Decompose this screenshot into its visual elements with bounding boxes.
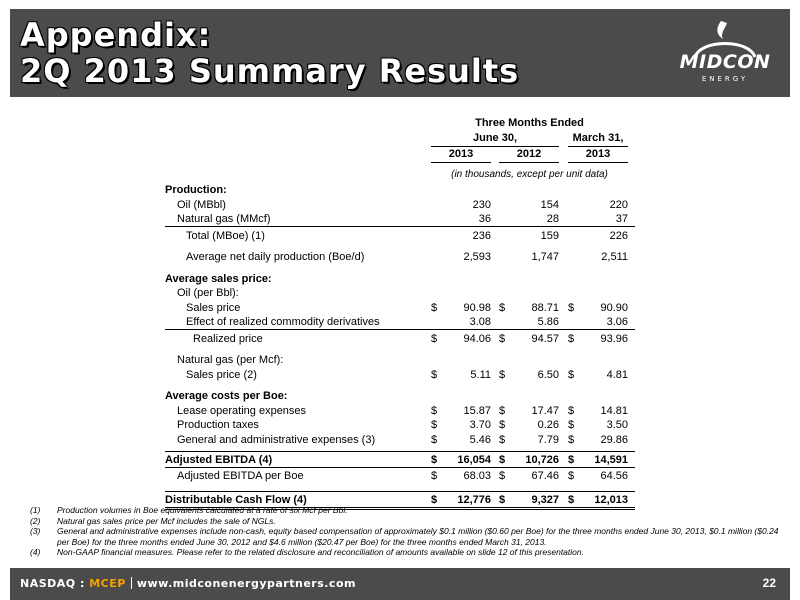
cell-value: 36 (478, 213, 491, 225)
currency-symbol: $ (431, 368, 438, 381)
slide-header (10, 9, 790, 97)
cell-value: 2,511 (601, 251, 628, 263)
costs-heading: Average costs per Boe: (165, 390, 288, 402)
units-row (165, 163, 635, 183)
cell-value: 12,013 (594, 494, 628, 506)
cell-value: 16,054 (457, 454, 491, 466)
currency-symbol: $ (568, 494, 575, 506)
year-col-1: 2013 (448, 148, 474, 160)
footnote (30, 526, 790, 547)
table-row (165, 250, 635, 265)
currency-symbol: $ (568, 368, 575, 381)
row-label: Total (MBoe) (1) (186, 229, 265, 242)
footnote-text: Non-GAAP financial measures. Please refer to the related disclosure and reconciliation of amounts available on slide 12 of this presentation. (57, 547, 584, 557)
row-label: Adjusted EBITDA per Boe (177, 470, 304, 482)
footnote-text: Natural gas sales price per Mcf includes the sale of NGLs. (57, 515, 276, 526)
cell-value: 5.11 (470, 368, 491, 381)
currency-symbol: $ (499, 454, 506, 466)
currency-symbol: $ (499, 494, 506, 506)
currency-symbol: $ (431, 494, 438, 506)
cell-value: 236 (472, 229, 491, 242)
group-march: March 31, (568, 131, 628, 147)
row-label: Distributable Cash Flow (4) (165, 494, 307, 506)
production-heading-row (165, 183, 635, 198)
cell-value: 6.50 (537, 368, 559, 381)
gas-heading-row (165, 353, 635, 368)
footnote-text: General and administrative expenses include non-cash, equity based compensation of approximately $0.1 million ($0.60 per Boe) for the three months ended June 30, 2013, $0.1 million ($0.24 per Boe) for the three months ended June 30, 2012 and $4.6 million ($20.47 per Boe) for the three months ended March 31, 2013. (57, 526, 779, 547)
year-header-row (165, 145, 635, 163)
cell-value: 90.98 (463, 301, 491, 314)
currency-symbol: $ (499, 404, 506, 417)
row-label: Sales price (186, 301, 241, 314)
oil-heading-row (165, 286, 635, 301)
cell-value: 64.56 (600, 470, 628, 482)
cell-value: 230 (472, 198, 491, 211)
cell-value: 90.90 (600, 301, 628, 314)
cell-value: 94.06 (463, 332, 491, 345)
cell-value: 3.70 (469, 419, 491, 431)
footer-divider (131, 577, 132, 589)
slide-footer (10, 568, 790, 600)
cell-value: 28 (546, 213, 559, 225)
currency-symbol: $ (499, 368, 506, 381)
footnote-text: Production volumes in Boe equivalents calculated at a rate of six Mcf per Bbl. (57, 505, 348, 515)
table-row (165, 433, 635, 448)
table-row (165, 301, 635, 316)
currency-symbol: $ (568, 332, 575, 345)
cell-value: 88.71 (531, 301, 559, 314)
currency-symbol: $ (568, 301, 575, 314)
cell-value: 68.03 (463, 470, 491, 482)
table-row (165, 451, 635, 468)
summary-table (165, 116, 635, 510)
table-row (165, 229, 635, 244)
cell-value: 14.81 (600, 404, 628, 417)
table-row (165, 315, 635, 330)
table-row (165, 198, 635, 213)
cell-value: 3.50 (606, 419, 628, 431)
cell-value: 7.79 (537, 433, 559, 446)
footnote-number: (4) (30, 547, 41, 557)
footnote-number: (1) (30, 505, 41, 515)
cell-value: 10,726 (525, 454, 559, 466)
row-label: General and administrative expenses (3) (177, 433, 376, 446)
gas-heading: Natural gas (per Mcf): (177, 354, 284, 366)
logo-subtext: ENERGY (701, 75, 749, 83)
row-label: Natural gas (MMcf) (177, 213, 271, 225)
currency-symbol: $ (431, 454, 438, 466)
footnote (30, 516, 790, 527)
website-url: www.midconenergypartners.com (136, 577, 356, 590)
cell-value: 5.86 (537, 316, 559, 328)
table-row (165, 468, 635, 485)
cell-value: 220 (609, 198, 628, 211)
year-col-2: 2012 (516, 148, 542, 160)
footnotes (30, 505, 790, 558)
currency-symbol: $ (568, 470, 575, 482)
row-label: Adjusted EBITDA (4) (165, 454, 273, 466)
cell-value: 93.96 (600, 332, 628, 345)
production-heading: Production: (165, 184, 227, 196)
units-note: (in thousands, except per unit data) (451, 169, 608, 180)
logo-wordmark: MIDCON (679, 51, 771, 73)
cell-value: 1,747 (531, 251, 559, 263)
footnote (30, 547, 790, 558)
currency-symbol: $ (568, 454, 575, 466)
row-label: Oil (MBbl) (177, 198, 226, 211)
cell-value: 0.26 (537, 419, 559, 431)
footnote-number: (3) (30, 526, 41, 536)
currency-symbol: $ (499, 419, 506, 431)
cell-value: 37 (615, 213, 628, 225)
cell-value: 226 (609, 229, 628, 242)
oil-heading: Oil (per Bbl): (177, 287, 239, 299)
row-label: Lease operating expenses (177, 404, 307, 417)
company-logo (665, 15, 785, 91)
cell-value: 3.06 (606, 316, 628, 328)
page-number: 22 (762, 576, 776, 590)
footer-info (20, 577, 356, 590)
exchange-label: NASDAQ : (20, 577, 90, 590)
cell-value: 159 (540, 229, 559, 242)
footnote (30, 505, 790, 516)
footnote-number: (2) (30, 515, 41, 526)
table-row (165, 404, 635, 419)
cell-value: 67.46 (531, 470, 559, 482)
cell-value: 17.47 (531, 404, 559, 417)
table-row (165, 368, 635, 383)
cell-value: 15.87 (463, 404, 491, 417)
period-header-row (165, 116, 635, 131)
cell-value: 4.81 (606, 368, 628, 381)
period-header: Three Months Ended (475, 117, 584, 129)
row-label: Realized price (193, 332, 263, 345)
costs-heading-row (165, 389, 635, 404)
row-label: Average net daily production (Boe/d) (186, 251, 365, 263)
group-header-row (165, 131, 635, 146)
currency-symbol: $ (499, 332, 506, 345)
currency-symbol: $ (431, 419, 438, 431)
row-label: Production taxes (177, 419, 259, 431)
currency-symbol: $ (568, 404, 575, 417)
cell-value: 12,776 (457, 494, 491, 506)
row-label: Effect of realized commodity derivatives (186, 316, 380, 328)
currency-symbol: $ (568, 419, 575, 431)
currency-symbol: $ (431, 404, 438, 417)
cell-value: 5.46 (469, 433, 491, 446)
sales-heading-row (165, 272, 635, 287)
currency-symbol: $ (431, 433, 438, 446)
title-line-1: Appendix: (20, 16, 212, 54)
table-row (165, 418, 635, 433)
table-row (165, 212, 635, 227)
cell-value: 2,593 (463, 251, 491, 263)
currency-symbol: $ (568, 433, 575, 446)
row-label: Sales price (2) (186, 368, 257, 381)
cell-value: 3.08 (469, 316, 491, 328)
group-june: June 30, (431, 131, 559, 147)
cell-value: 94.57 (531, 332, 559, 345)
cell-value: 14,591 (594, 454, 628, 466)
title-line-2: 2Q 2013 Summary Results (20, 52, 520, 90)
sales-heading: Average sales price: (165, 272, 272, 285)
table-row (165, 332, 635, 347)
currency-symbol: $ (499, 433, 506, 446)
currency-symbol: $ (431, 470, 438, 482)
cell-value: 29.86 (600, 433, 628, 446)
cell-value: 9,327 (531, 494, 559, 506)
year-col-3: 2013 (585, 148, 611, 160)
cell-value: 154 (540, 198, 559, 211)
ticker-symbol: MCEP (89, 577, 126, 590)
currency-symbol: $ (431, 332, 438, 345)
slide-title (20, 17, 580, 89)
currency-symbol: $ (499, 301, 506, 314)
currency-symbol: $ (431, 301, 438, 314)
currency-symbol: $ (499, 470, 506, 482)
